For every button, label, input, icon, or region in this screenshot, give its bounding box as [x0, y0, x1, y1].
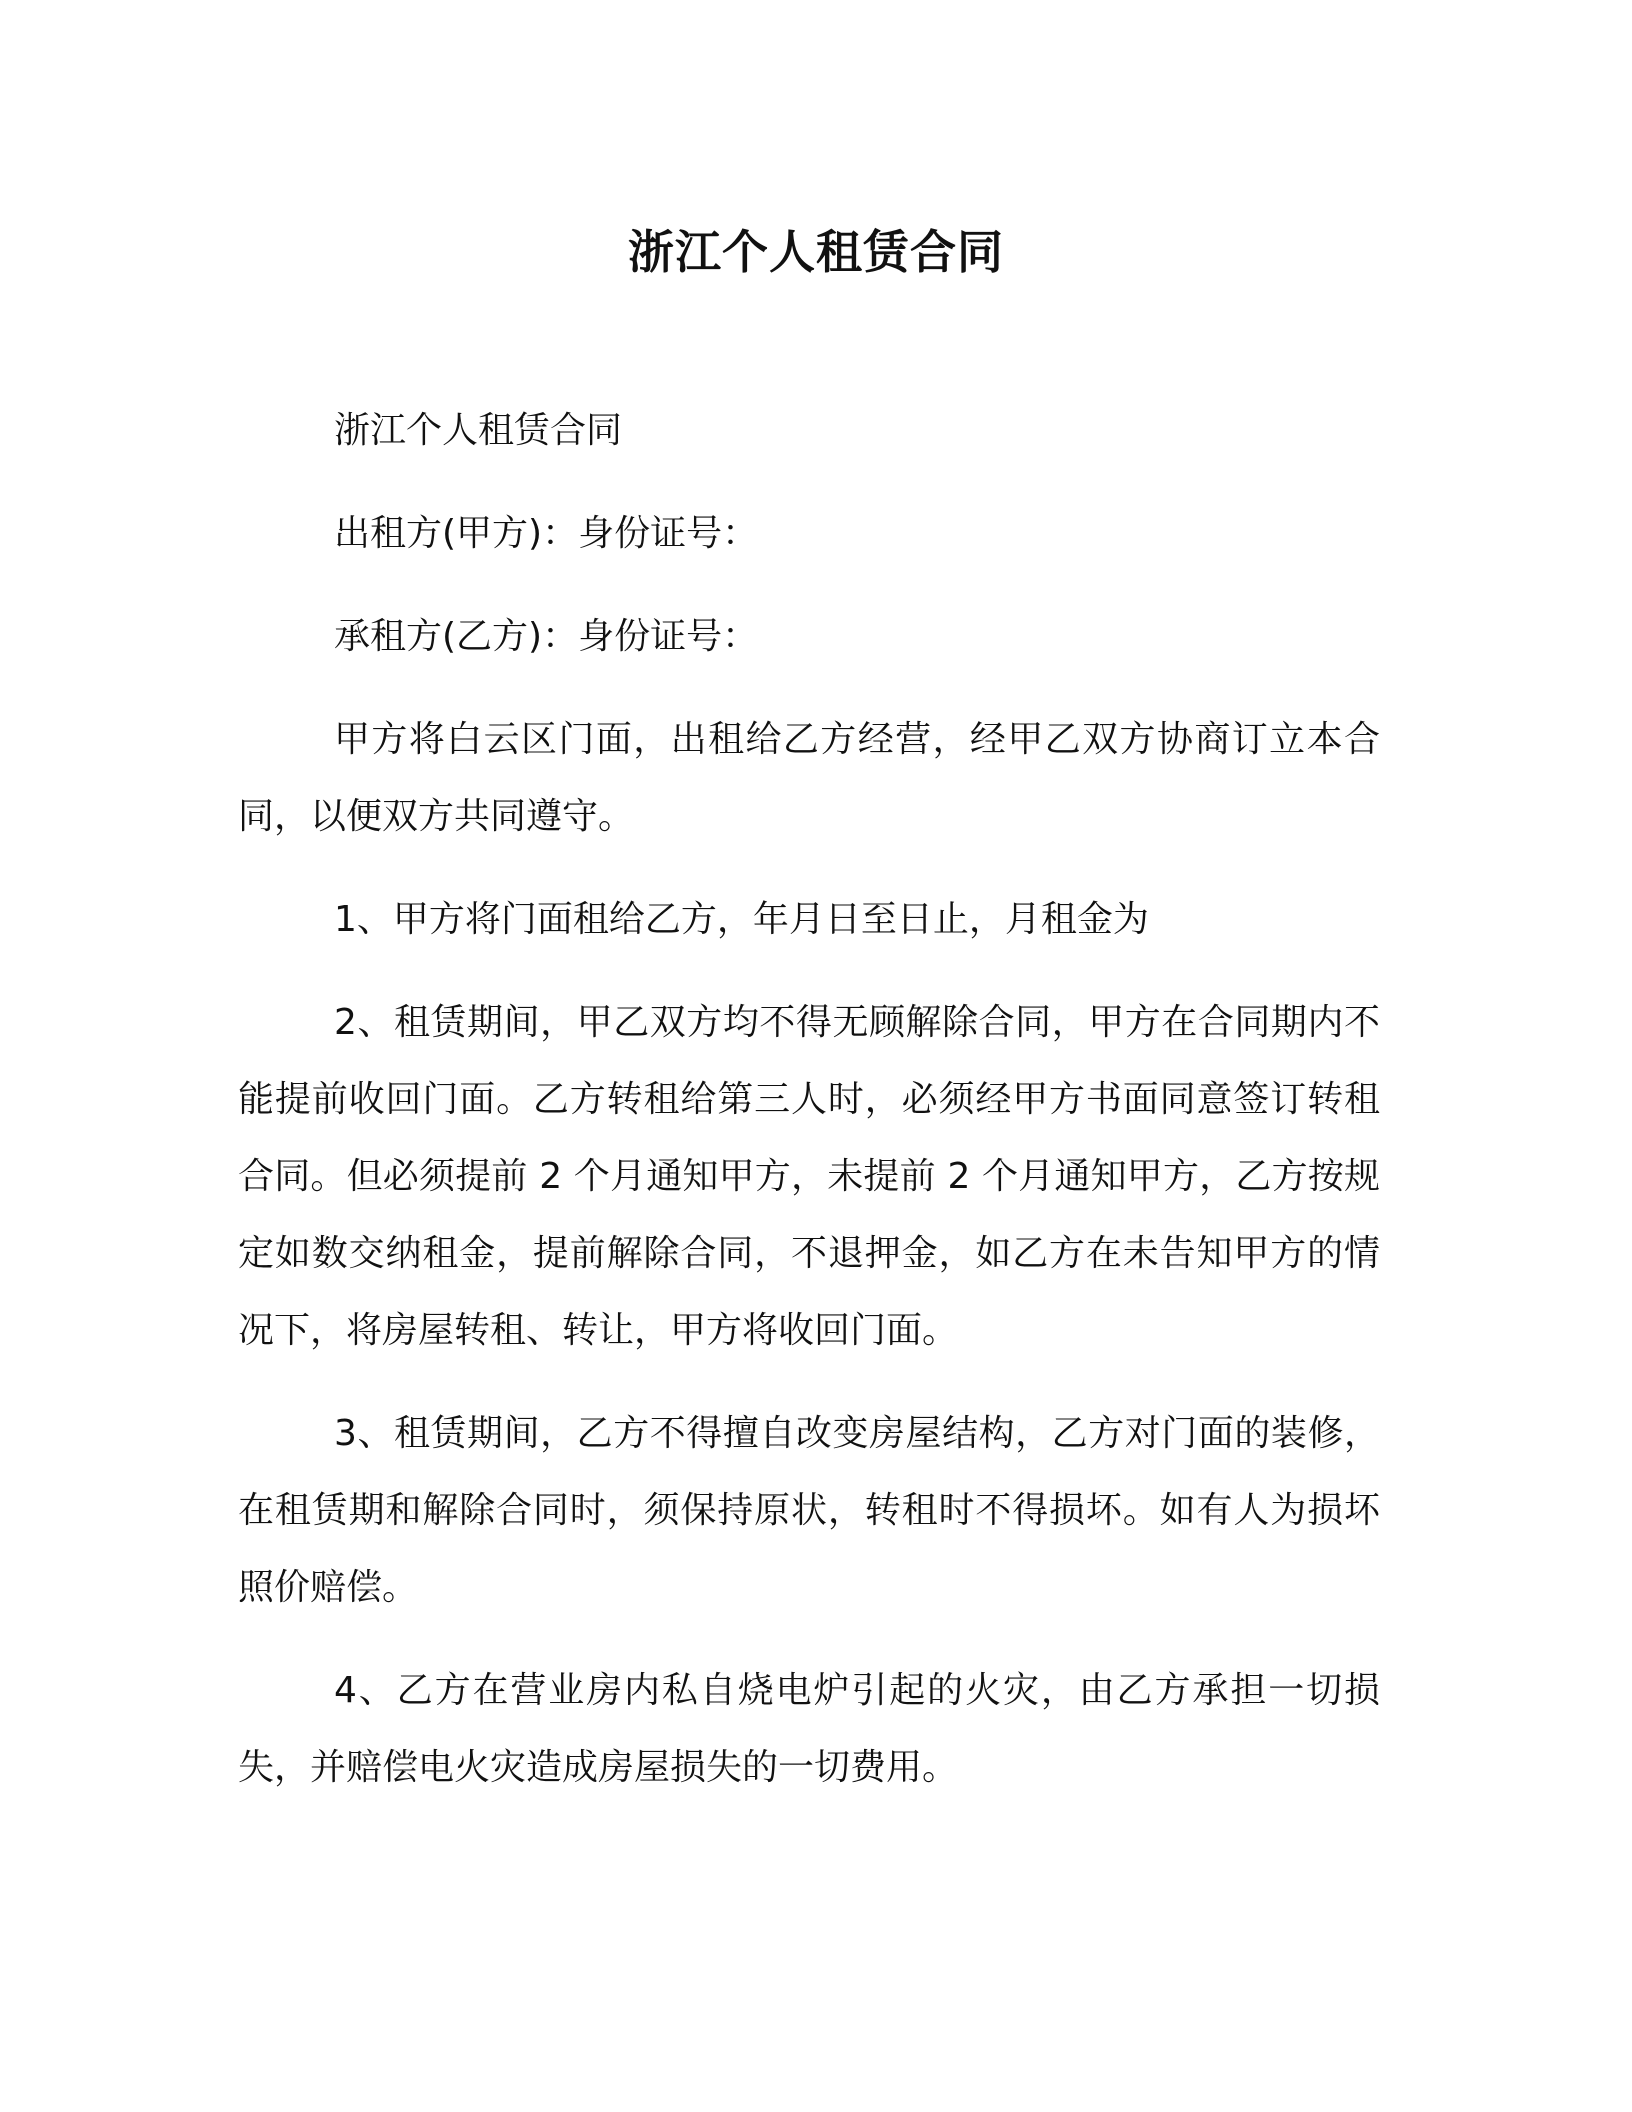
lessor-line: 出租方(甲方)：身份证号： — [334, 513, 759, 554]
clause-2: 2、租赁期间，甲乙双方均不得无顾解除合同，甲方在合同期内不能提前收回门面。乙方转租给第三人时，必须经甲方书面同意签订转租合同。但必须提前 2 个月通知甲方，未提前 2 个月通知甲方，乙方按规定如数交纳租金，提前解除合同，不退押金，如乙方在未告知甲方的情况下，将房屋转租、转让，甲方将收回门面。 — [238, 1002, 1380, 1351]
clause-4: 4、乙方在营业房内私自烧电炉引起的火灾，由乙方承担一切损失，并赔偿电火灾造成房屋损失的一切费用。 — [238, 1670, 1380, 1788]
clause-1: 1、甲方将门面租给乙方，年月日至日止，月租金为 — [334, 899, 1149, 940]
clause-3: 3、租赁期间，乙方不得擅自改变房屋结构，乙方对门面的装修，在租赁期和解除合同时，须保持原状，转租时不得损坏。如有人为损坏照价赔偿。 — [238, 1413, 1380, 1608]
document-title: 浙江个人租赁合同 — [628, 225, 1004, 279]
intro-paragraph: 甲方将白云区门面，出租给乙方经营，经甲乙双方协商订立本合同，以便双方共同遵守。 — [238, 719, 1380, 837]
lessee-line: 承租方(乙方)：身份证号： — [334, 616, 759, 657]
subtitle-paragraph: 浙江个人租赁合同 — [334, 410, 623, 451]
document-body — [238, 392, 1380, 1832]
